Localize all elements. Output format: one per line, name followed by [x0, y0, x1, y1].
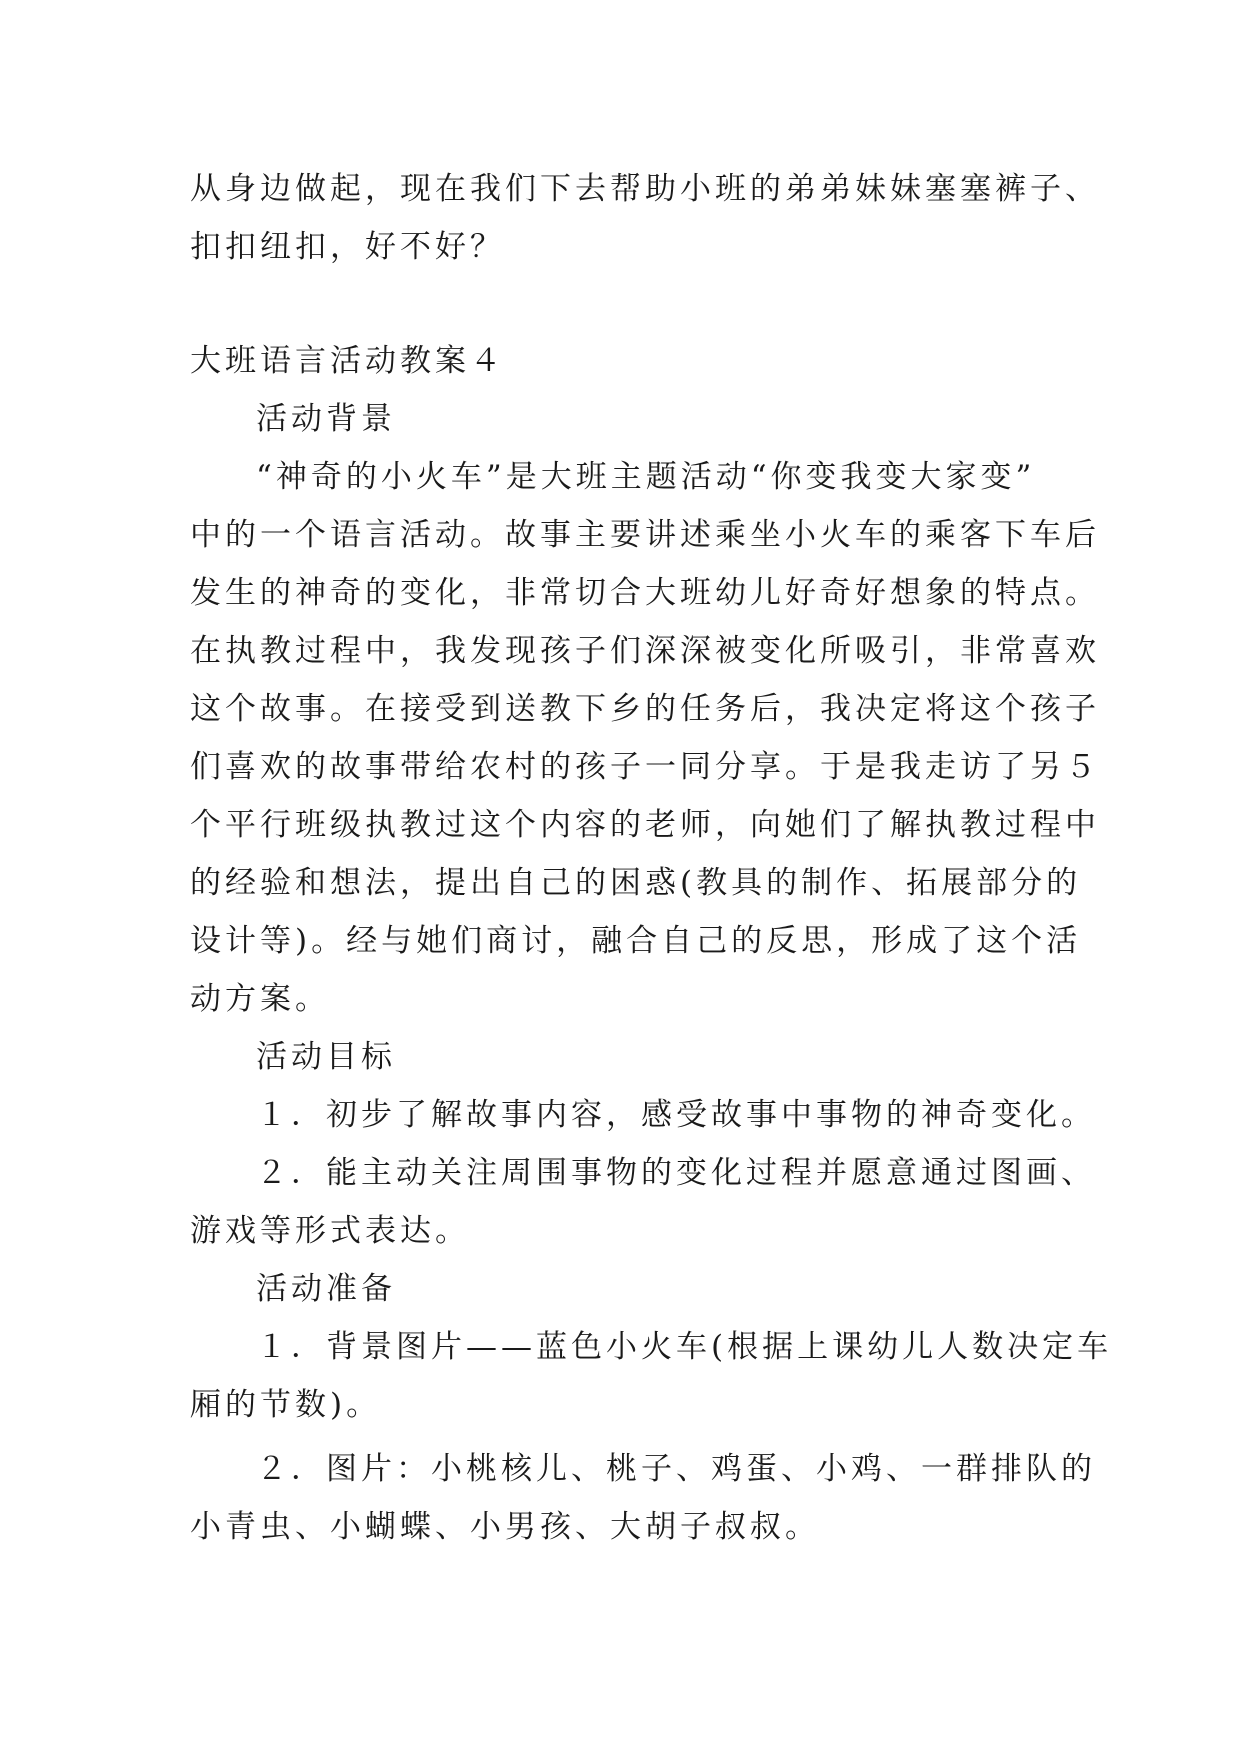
document-page [190, 160, 1113, 1556]
paragraph-line: 这个故事。在接受到送教下乡的任务后，我决定将这个孩子 [190, 691, 1100, 727]
preparation-item-1: １．背景图片——蓝色小火车(根据上课幼儿人数决定车 [256, 1329, 1113, 1365]
background-heading: 活动背景 [256, 401, 396, 437]
paragraph-line: 动方案。 [190, 981, 330, 1017]
paragraph-line: 从身边做起，现在我们下去帮助小班的弟弟妹妹塞塞裤子、 [190, 171, 1100, 207]
preparation-item-2: ２．图片：小桃核儿、桃子、鸡蛋、小鸡、一群排队的 [256, 1451, 1096, 1487]
goal-item-1: １．初步了解故事内容，感受故事中事物的神奇变化。 [256, 1097, 1096, 1133]
paragraph-line: 发生的神奇的变化，非常切合大班幼儿好奇好想象的特点。 [190, 575, 1100, 611]
paragraph-line: 在执教过程中，我发现孩子们深深被变化所吸引，非常喜欢 [190, 633, 1100, 669]
goal-item-2-continued: 游戏等形式表达。 [190, 1213, 470, 1249]
section-title: 大班语言活动教案４ [190, 343, 505, 379]
paragraph-line: 中的一个语言活动。故事主要讲述乘坐小火车的乘客下车后 [190, 517, 1100, 553]
preparation-item-1-continued: 厢的节数)。 [190, 1387, 382, 1423]
paragraph-line: 的经验和想法，提出自己的困惑(教具的制作、拓展部分的 [190, 865, 1082, 901]
goal-item-2: ２．能主动关注周围事物的变化过程并愿意通过图画、 [256, 1155, 1096, 1191]
paragraph-line: 扣扣纽扣，好不好？ [190, 229, 505, 265]
paragraph-line: 设计等)。经与她们商讨，融合自己的反思，形成了这个活 [190, 923, 1082, 959]
spacer [190, 276, 1070, 332]
paragraph-line: “神奇的小火车”是大班主题活动“你变我变大家变” [256, 459, 1036, 495]
preparation-item-2-continued: 小青虫、小蝴蝶、小男孩、大胡子叔叔。 [190, 1509, 820, 1545]
paragraph-line: 们喜欢的故事带给农村的孩子一同分享。于是我走访了另５ [190, 749, 1100, 785]
paragraph-line: 个平行班级执教过这个内容的老师，向她们了解执教过程中 [190, 807, 1100, 843]
goals-heading: 活动目标 [256, 1039, 396, 1075]
preparation-heading: 活动准备 [256, 1271, 396, 1307]
